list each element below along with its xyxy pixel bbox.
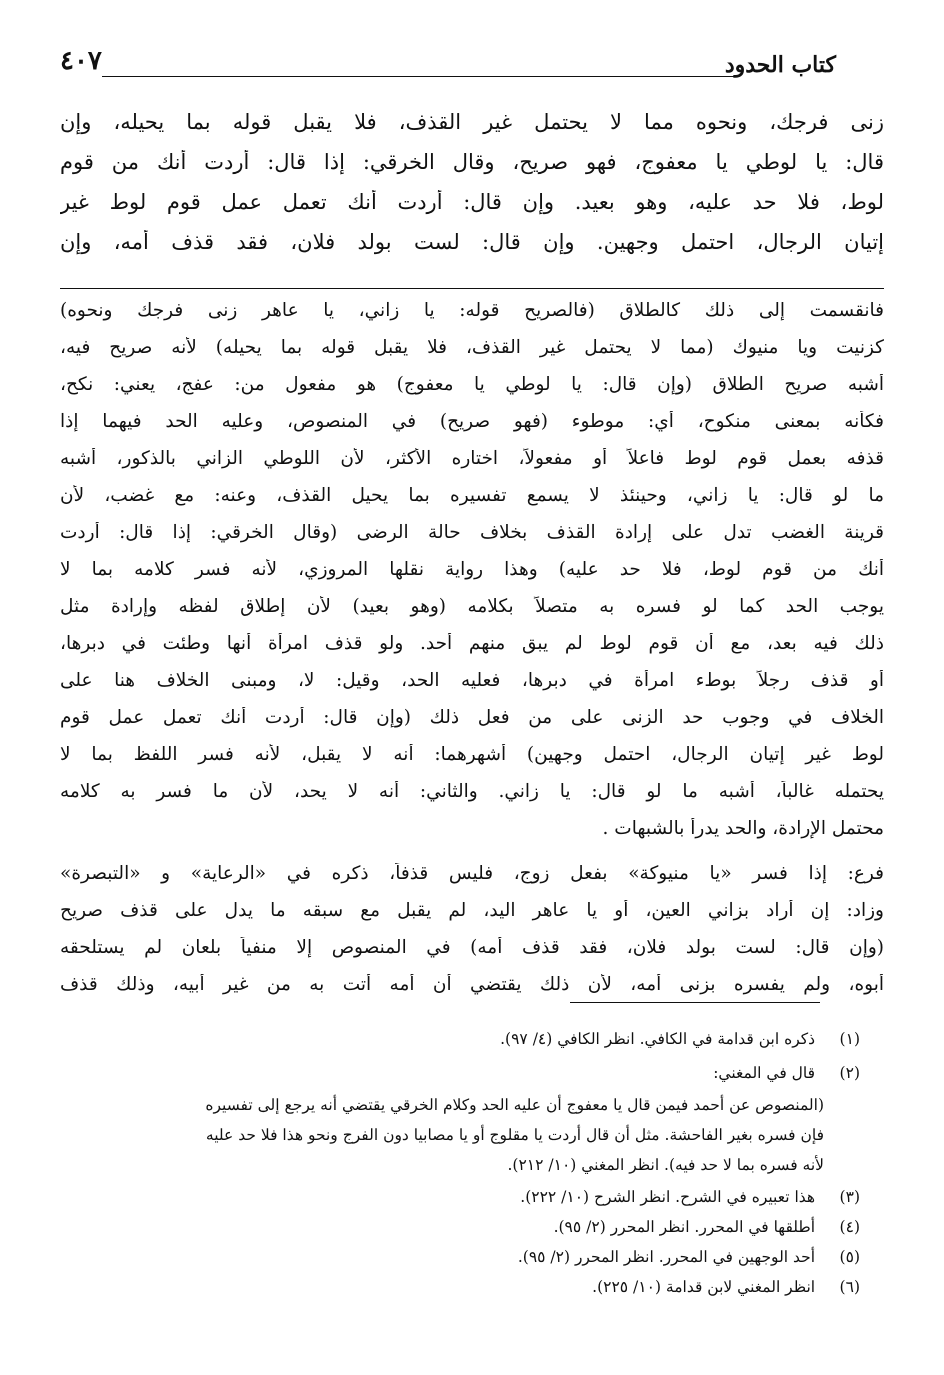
main-line: إتيان الرجال، احتمل وجهين. وإن قال: لست بولد فلان، فقد قذف أمه، وإن — [60, 230, 884, 254]
footnote-number: (٥) — [839, 1248, 860, 1266]
footnote-number: (٢) — [839, 1064, 860, 1082]
footnote-text: أحد الوجهين في المحرر. انظر المحرر (٢/ ٩٥). — [517, 1248, 816, 1266]
footnote — [96, 1278, 860, 1310]
commentary-line: ما لو قال: يا زاني، وحينئذ لا يسمع تفسيره بما يحيل القذف، وعنه: مع غضب، لأن — [60, 485, 884, 506]
main-line: لوط، فلا حد عليه، وهو بعيد. وإن قال: أردت أنك تعمل عمل قوم لوط غير — [60, 190, 884, 214]
footnote — [96, 1064, 860, 1096]
commentary-line: ذلك فيه بعد، مع أن قوم لوط لم يبق منهم أحد. ولو قذف امرأة أنها وطئت في دبرها، — [60, 633, 884, 654]
branch-line: وزاد: إن أراد بزاني العين، أو يا عاهر اليد، لم يقبل مع سبقه ما يدل على قذف صريح — [60, 900, 884, 921]
header-rule — [102, 76, 736, 77]
footnote-text: ذكره ابن قدامة في الكافي. انظر الكافي (٤/ ٩٧). — [500, 1030, 816, 1048]
branch-line: أبوه، ولم يفسره بزنى أمه، لأن ذلك يقتضي أن أمه أتت به من غير أبيه، وذلك قذف — [60, 974, 884, 995]
footnote-text: انظر المغني لابن قدامة (١٠/ ٢٢٥). — [592, 1278, 816, 1296]
footnote-quote-line: (المنصوص عن أحمد فيمن قال يا معفوج أن عليه الحد وكلام الخرقي يقتضي أنه يرجع إلى تفسيره — [205, 1096, 824, 1114]
commentary-line: قرينة الغضب تدل على إرادة القذف بخلاف حالة الرضى (وقال الخرقي: إذا قال: أردت — [60, 522, 884, 543]
commentary-line: أنك من قوم لوط، فلا حد عليه) وهذا رواية نقلها المروزي، لأنه فسر كلامه بما لا — [60, 559, 884, 580]
footnote-text: قال في المغني: — [713, 1064, 816, 1082]
main-line: قال: يا لوطي يا معفوج، فهو صريح، وقال الخرقي: إذا قال: أردت أنك من قوم — [60, 150, 884, 174]
commentary-line: كزنيت ويا منيوك (مما لا يحتمل غير القذف، فلا يقبل قوله بما يحيله) لأنه صريح فيه، — [60, 337, 884, 358]
commentary-line: أشبه صريح الطلاق (وإن قال: يا لوطي يا معفوج) هو مفعول من: عفج، يعني: نكح، — [60, 374, 884, 395]
commentary-line: الخلاف في وجوب حد الزنى على من فعل ذلك (وإن قال: أردت أنك تعمل عمل قوم — [60, 707, 884, 728]
footnote-text: أطلقها في المحرر. انظر المحرر (٢/ ٩٥). — [553, 1218, 816, 1236]
footnote-number: (٣) — [839, 1188, 860, 1206]
commentary-line: يوجب الحد كما لو فسره به متصلاً بكلامه (وهو بعيد) لأن إطلاق لفظه وإرادة مثل — [60, 596, 884, 617]
commentary-line: محتمل الإرادة، والحد يدرأ بالشبهات . — [602, 818, 884, 839]
branch-line: فرع: إذا فسر «يا منيوكة» بفعل زوج، فليس قذفاً، ذكره في «الرعاية» و «التبصرة» — [60, 863, 884, 884]
footnote-separator — [570, 1002, 820, 1003]
running-header-title: كتاب الحدود — [724, 52, 836, 78]
page-number: ٤٠٧ — [60, 46, 102, 76]
commentary-line: يحتمله غالباً، أشبه ما لو قال: يا زاني. والثاني: أنه لا يحد، لأن ما فسر به كلامه — [60, 781, 884, 802]
footnote-number: (٤) — [839, 1218, 860, 1236]
footnote — [96, 1188, 860, 1220]
text-separator — [60, 288, 884, 289]
footnote — [96, 1030, 860, 1062]
footnote-number: (٦) — [839, 1278, 860, 1296]
branch-line: (وإن قال: لست بولد فلان، فقد قذف أمه) في المنصوص إلا منفياً بلعان لم يستلحقه — [60, 937, 884, 958]
commentary-line: فكأنه بمعنى منكوح، أي: موطوء (فهو صريح) في المنصوص، وعليه الحد فيهما إذا — [60, 411, 884, 432]
footnote — [96, 1248, 860, 1280]
footnote-text: هذا تعبيره في الشرح. انظر الشرح (١٠/ ٢٢٢). — [520, 1188, 816, 1206]
commentary-line: أو قذف رجلاً بوطء امرأة في دبرها، فعليه الحد، وقيل: لا، ومبنى الخلاف هنا على — [60, 670, 884, 691]
commentary-line: قذفه بعمل قوم لوط فاعلاً أو مفعولاً، اختاره الأكثر، لأن اللوطي الزاني بالذكور، أشبه — [60, 448, 884, 469]
main-line: زنى فرجك، ونحوه مما لا يحتمل غير القذف، فلا يقبل قوله بما يحيله، وإن — [60, 110, 884, 134]
footnote-quote-line: فإن فسره بغير الفاحشة. مثل أن قال أردت يا مقلوج أو يا مصابيا دون الفرج ونحو هذا فلا حد عليه — [205, 1126, 824, 1144]
footnote-quote-line: لأنه فسره بما لا حد فيه). انظر المغني (١٠/ ٢١٢). — [507, 1156, 824, 1174]
footnote — [96, 1218, 860, 1250]
footnote-number: (١) — [839, 1030, 860, 1048]
commentary-line: فانقسمت إلى ذلك كالطلاق (فالصريح قوله: يا زاني، يا عاهر زنى فرجك ونحوه) — [60, 300, 884, 321]
commentary-line: لوط غير إتيان الرجال، احتمل وجهين) أشهرهما: أنه لا يقبل، لأنه فسر اللفظ بما لا — [60, 744, 884, 765]
